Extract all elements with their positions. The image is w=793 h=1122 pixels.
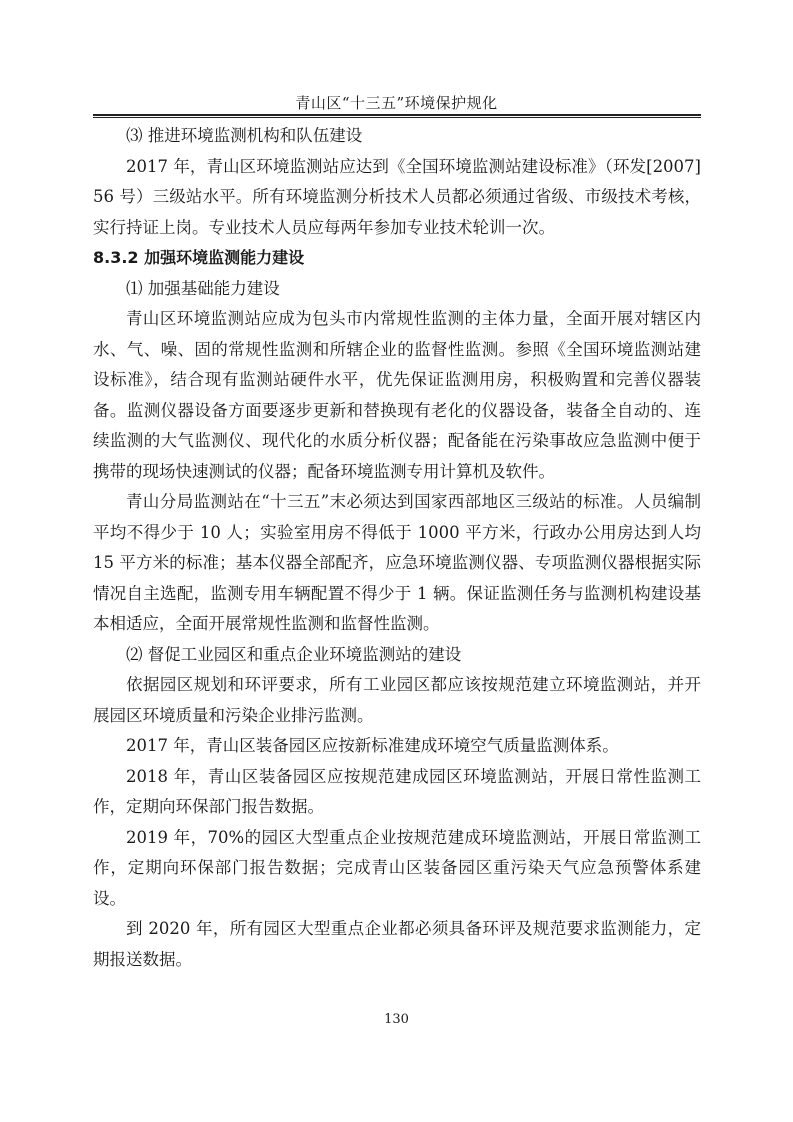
document-body xyxy=(93,121,701,975)
paragraph-2019: 2019 年，70%的园区大型重点企业按规范建成环境监测站，开展日常监测工作，定期向环保部门报告数据；完成青山区装备园区重污染天气应急预警体系建设。 xyxy=(93,827,701,908)
paragraph-park-planning: 依据园区规划和环评要求，所有工业园区都应该按规范建立环境监测站，并开展园区环境质量和污染企业排污监测。 xyxy=(93,675,701,725)
subsection-item-1: ⑴ 加强基础能力建设 xyxy=(126,278,280,298)
subsection-item-2: ⑵ 督促工业园区和重点企业环境监测站的建设 xyxy=(126,644,462,664)
paragraph-2020: 到 2020 年，所有园区大型重点企业都必须具备环评及规范要求监测能力，定期报送数据。 xyxy=(93,919,701,969)
subsection-item-3: ⑶ 推进环境监测机构和队伍建设 xyxy=(126,126,363,145)
section-heading-8-3-2: 8.3.2 加强环境监测能力建设 xyxy=(93,248,305,267)
paragraph-basic-capacity: 青山区环境监测站应成为包头市内常规性监测的主体力量，全面开展对辖区内水、气、噪、固的常规性监测和所辖企业的监督性监测。参照《全国环境监测站建设标准》，结合现有监测站硬件水平，优先保证监测用房，积极购置和完善仪器装备。监测仪器设备方面要逐步更新和替换现有老化的仪器设备，装备全自动的、连续监测的大气监测仪、现代化的水质分析仪器；配备能在污染事故应急监测中便于携带的现场快速测试的仪器；配备环境监测专用计算机及软件。 xyxy=(93,309,701,481)
paragraph-2018: 2018 年，青山区装备园区应按规范建成园区环境监测站，开展日常性监测工作，定期向环保部门报告数据。 xyxy=(93,766,701,816)
paragraph-2017: 2017 年，青山区装备园区应按新标准建成环境空气质量监测体系。 xyxy=(126,736,619,755)
running-header: 青山区“十三五”环境保护规化 xyxy=(295,94,498,112)
paragraph-branch-station: 青山分局监测站在“十三五”末必须达到国家西部地区三级站的标准。人员编制平均不得少于 10 人；实验室用房不得低于 1000 平方米，行政办公用房达到人均 15 平方米的标准；基本仪器全部配齐，应急环境监测仪器、专项监测仪器根据实际情况自主选配，监测专用车辆配置不得少于 1 辆。保证监测任务与监测机构建设基本相适应，全面开展常规性监测和监督性监测。 xyxy=(93,492,701,633)
page-number: 130 xyxy=(384,1012,409,1027)
header-rule xyxy=(93,114,701,118)
paragraph-monitoring-station-2017: 2017 年，青山区环境监测站应达到《全国环境监测站建设标准》（环发[2007]56 号）三级站水平。所有环境监测分析技术人员都必须通过省级、市级技术考核，实行持证上岗。专业技术人员应每两年参加专业技术轮训一次。 xyxy=(93,156,701,237)
